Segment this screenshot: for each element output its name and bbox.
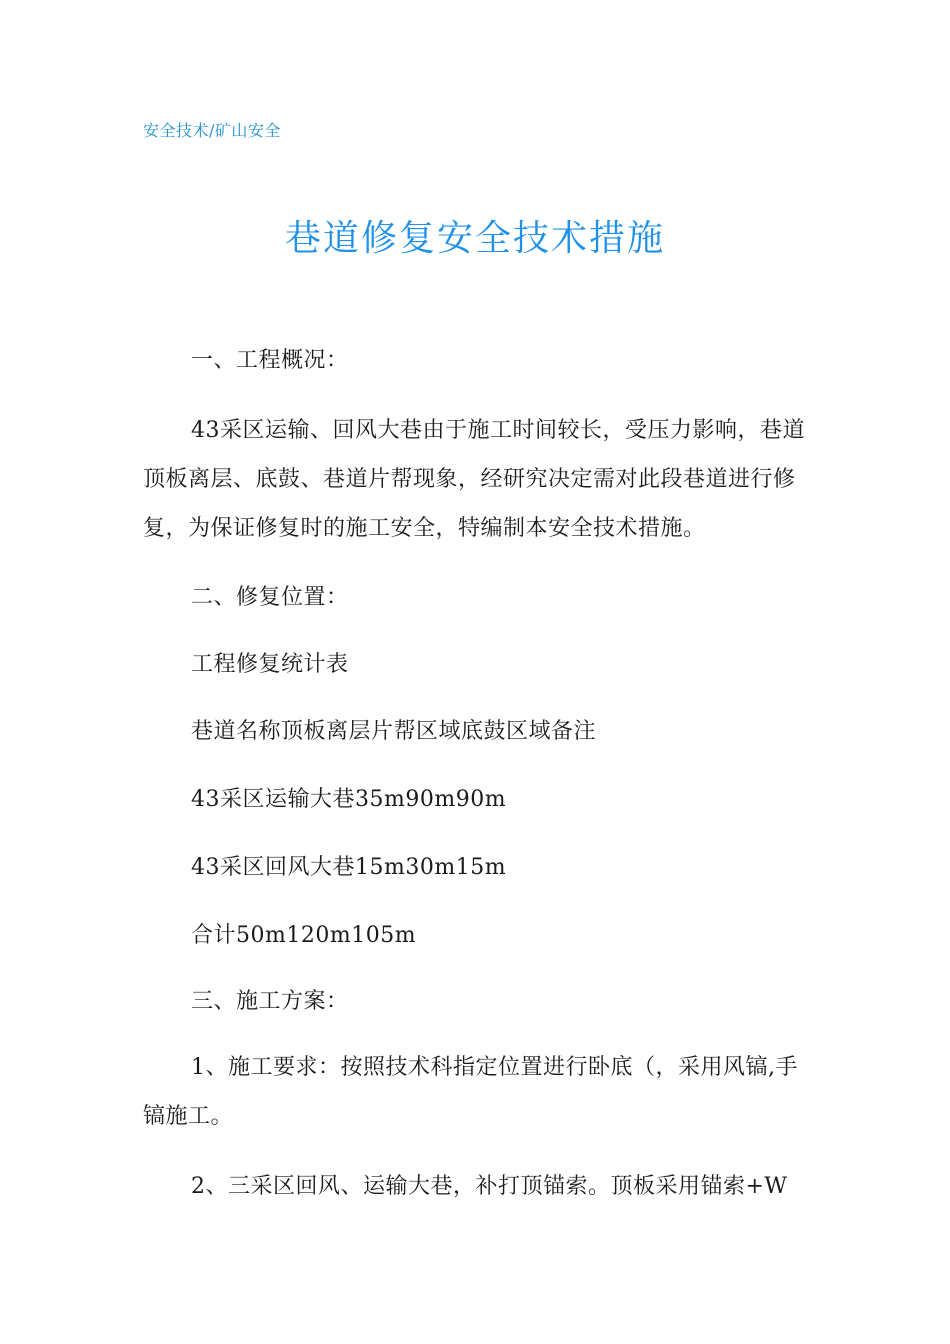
document-title: 巷道修复安全技术措施 (284, 218, 665, 259)
table-row: 43采区回风大巷15m30m15m (191, 855, 507, 880)
section-heading-plan: 三、施工方案： (191, 989, 349, 1014)
plan-item-1: 1、施工要求：按照技术科指定位置进行卧底（，采用风镐,手镐施工。 (143, 1055, 798, 1129)
section-heading-location: 二、修复位置： (191, 585, 349, 610)
category-breadcrumb: 安全技术/矿山安全 (143, 121, 281, 140)
overview-paragraph: 43采区运输、回风大巷由于施工时间较长，受压力影响，巷道顶板离层、底鼓、巷道片帮现象，经研究决定需对此段巷道进行修复，为保证修复时的施工安全，特编制本安全技术措施。 (143, 418, 805, 541)
section-heading-overview: 一、工程概况： (191, 348, 349, 373)
table-total-row: 合计50m120m105m (191, 923, 417, 948)
table-title: 工程修复统计表 (191, 652, 349, 677)
plan-item-2: 2、三采区回风、运输大巷，补打顶锚索。顶板采用锚索+W (191, 1174, 788, 1199)
table-header-row: 巷道名称顶板离层片帮区域底鼓区域备注 (191, 719, 597, 744)
table-row: 43采区运输大巷35m90m90m (191, 787, 507, 812)
